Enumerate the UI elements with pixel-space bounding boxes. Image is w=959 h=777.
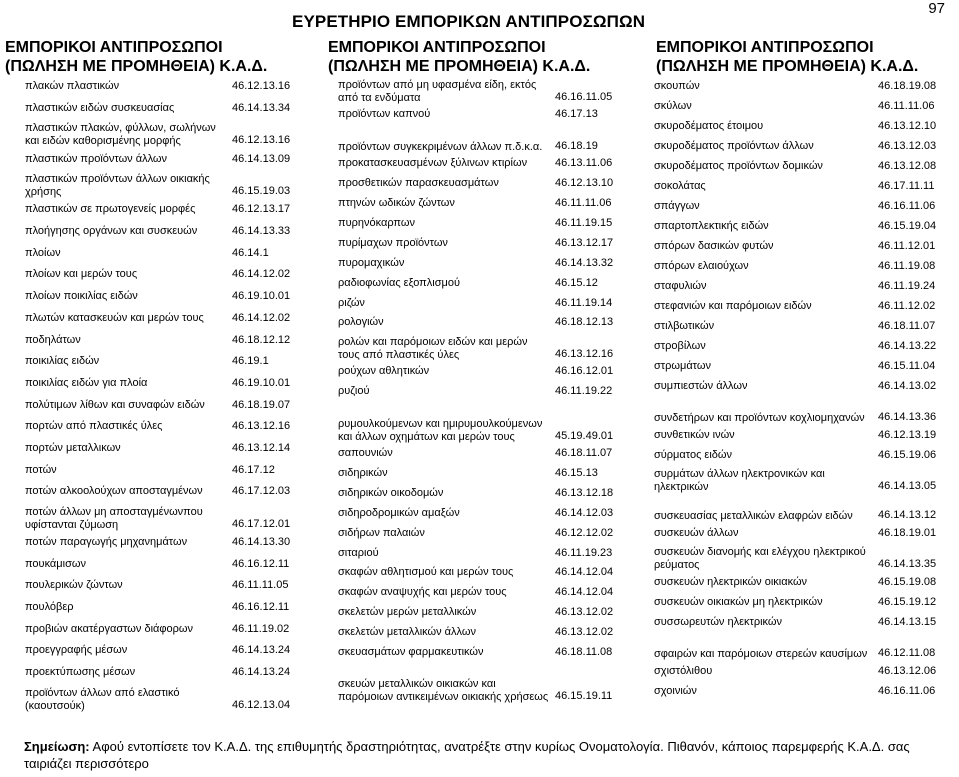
- entry-name: προϊόντων καπνού: [338, 108, 431, 121]
- index-entry: [338, 194, 625, 214]
- index-entry: [25, 98, 300, 120]
- entry-name: συσκευών άλλων: [654, 526, 739, 539]
- entry-code: 46.14.12.03: [555, 506, 614, 519]
- entry-name: στρωμάτων: [654, 359, 711, 372]
- entry-code: 46.14.13.32: [555, 256, 614, 269]
- index-entry: [654, 543, 952, 572]
- page-number: 97: [928, 0, 945, 17]
- index-entry: [25, 264, 300, 286]
- index-entry: [654, 316, 952, 336]
- entry-code: 46.14.13.33: [232, 225, 291, 238]
- column-header-line2: (ΠΩΛΗΣΗ ΜΕ ΠΡΟΜΗΘΕΙΑ) Κ.Α.Δ.: [656, 58, 919, 75]
- entry-name: σκουπών: [654, 79, 700, 92]
- index-entry: [25, 532, 300, 554]
- entry-name: ρυζιού: [338, 385, 370, 398]
- entry-name: σκυροδέματος προϊόντων δομικών: [654, 159, 823, 172]
- entry-name: πλοίων: [25, 246, 61, 259]
- column-header-2: [328, 38, 590, 76]
- entry-name: προεκτύπωσης μέσων: [25, 666, 136, 679]
- index-entry: [654, 592, 952, 612]
- entry-name: ρολών και παρόμοιων ειδών και μερών τους από πλαστικές ύλες: [338, 335, 528, 361]
- footnote-label: Σημείωση:: [24, 739, 90, 754]
- index-entry: [654, 196, 952, 216]
- entry-code: 46.13.12.16: [232, 420, 291, 433]
- entry-name: ριζών: [338, 296, 365, 309]
- index-entry: [25, 119, 300, 148]
- entry-code: 46.14.13.05: [878, 480, 937, 492]
- entry-name: πορτών μεταλλικων: [25, 441, 121, 454]
- entry-code: 46.14.13.09: [232, 152, 291, 165]
- entry-code: 46.14.13.35: [878, 558, 937, 570]
- entry-name: σχιστόλιθου: [654, 664, 713, 677]
- index-entry: [338, 293, 625, 313]
- entry-code: 46.14.13.22: [878, 339, 937, 352]
- entry-code: 46.19.10.01: [232, 290, 291, 303]
- entry-name: ρολογιών: [338, 316, 384, 329]
- entry-code: 46.11.19.24: [878, 279, 936, 292]
- entry-name: συνδετήρων και προϊόντων κοχλιομηχανών: [654, 412, 865, 424]
- entry-name: στεφανιών και παρόμοιων ειδών: [654, 299, 812, 312]
- entry-code: 46.13.12.18: [555, 486, 614, 499]
- index-entry: [654, 376, 952, 396]
- entry-name: σαπουνιών: [338, 447, 393, 460]
- entry-code: 46.16.12.11: [232, 601, 290, 614]
- entry-name: πλαστικών σε πρωτογενείς μορφές: [25, 203, 196, 216]
- entry-code: 46.17.11.11: [878, 179, 935, 192]
- entry-code: 46.12.13.04: [232, 698, 291, 711]
- entry-code: 46.12.13.16: [232, 134, 291, 147]
- entry-code: 46.18.11.07: [555, 447, 613, 460]
- entry-code: 45.19.49.01: [555, 429, 614, 442]
- entry-code: 46.12.13.16: [232, 80, 291, 93]
- entry-name: πλαστικών προϊόντων άλλων: [25, 152, 168, 165]
- index-entry: [25, 459, 300, 481]
- index-entry: [654, 76, 952, 96]
- entry-name: πουκάμισων: [25, 557, 86, 570]
- entry-name: σιδήρων παλαιών: [338, 526, 425, 539]
- index-entry: [338, 464, 625, 484]
- entry-name: σιταριού: [338, 546, 379, 559]
- footnote-text: Αφού εντοπίσετε τον Κ.Α.Δ. της επιθυμητής δραστηριότητας, ανατρέξτε στην κυρίως Ονοματολογία. Πιθανόν, κάποιος παρεμφερής Κ.Α.Δ. σας ταιριάζει περισσότερο: [24, 739, 910, 771]
- entry-name: πορτών από πλαστικές ύλες: [25, 420, 163, 433]
- index-title: ΕΥΡΕΤΗΡΙΟ ΕΜΠΟΡΙΚΩΝ ΑΝΤΙΠΡΟΣΩΠΩΝ: [292, 12, 646, 31]
- entry-code: 46.17.13: [555, 108, 598, 121]
- column-header-line1: ΕΜΠΟΡΙΚΟΙ ΑΝΤΙΠΡΟΣΩΠΟΙ: [328, 39, 546, 56]
- index-entry: [654, 523, 952, 543]
- entry-name: προσθετικών παρασκευασμάτων: [338, 177, 499, 190]
- entry-code: 46.17.12: [232, 463, 275, 476]
- entry-code: 46.16.11.06: [878, 684, 936, 697]
- entry-name: πυρηνόκαρπων: [338, 217, 415, 229]
- entry-name: πτηνών ωδικών ζώντων: [338, 197, 455, 210]
- entry-name: σιδηροδρομικών αμαξών: [338, 506, 460, 519]
- entry-code: 46.12.13.17: [232, 203, 291, 216]
- entry-name: ρούχων αθλητικών: [338, 365, 430, 378]
- entry-name: σπάγγων: [654, 199, 700, 212]
- entry-code: 46.11.19.08: [878, 259, 936, 272]
- index-entry: [654, 681, 952, 701]
- entry-name: σκελετών μερών μεταλλικών: [338, 606, 477, 619]
- entry-name: σκευών μεταλλικών οικιακών και παρόμοιων αντικειμένων οικιακής χρήσεως: [338, 678, 549, 704]
- entry-code: 46.12.13.10: [555, 177, 614, 190]
- entry-code: 46.14.13.34: [232, 102, 291, 115]
- entry-name: συνθετικών ινών: [654, 428, 735, 441]
- index-entry: [654, 336, 952, 356]
- entry-column-2: [338, 76, 631, 704]
- index-entry: [338, 444, 625, 464]
- index-entry: [338, 233, 625, 253]
- entry-code: 46.17.12.03: [232, 485, 291, 498]
- entry-name: προϊόντων άλλων από ελαστικό (καουτσούκ): [25, 686, 180, 712]
- index-entry: [654, 176, 952, 196]
- index-entry: [25, 481, 300, 503]
- entry-name: πολύτιμων λίθων και συναφών ειδών: [25, 398, 205, 411]
- entry-code: 46.15.11.04: [878, 359, 936, 372]
- entry-column-3: [654, 76, 954, 701]
- entry-code: 46.14.13.36: [878, 411, 937, 423]
- entry-name: σχοινιών: [654, 684, 697, 697]
- index-entry: [338, 382, 625, 402]
- entry-name: σκυροδέματος έτοιμου: [654, 119, 764, 132]
- entry-name: προβιών ακατέργαστων διάφορων: [25, 622, 193, 635]
- entry-name: στροβίλων: [654, 339, 706, 352]
- entry-code: 46.11.19.22: [555, 385, 613, 398]
- entry-code: 46.14.12.04: [555, 586, 614, 599]
- entry-code: 46.14.13.24: [232, 666, 291, 679]
- index-entry: [25, 76, 300, 98]
- index-entry: [338, 125, 625, 154]
- entry-name: συσκευών οικιακών μη ηλεκτρικών: [654, 595, 823, 608]
- entry-column-1: [25, 76, 325, 713]
- entry-name: προϊόντων συγκεκριμένων άλλων π.δ.κ.α.: [338, 140, 543, 153]
- entry-code: 46.15.19.08: [878, 575, 937, 588]
- entry-code: 46.18.19.07: [232, 398, 291, 411]
- index-entry: [654, 572, 952, 592]
- index-entry: [338, 483, 625, 503]
- entry-code: 46.13.12.06: [878, 664, 937, 677]
- entry-name: σιδηρικών: [338, 467, 388, 480]
- entry-name: πλοίων και μερών τους: [25, 268, 138, 281]
- entry-name: στιλβωτικών: [654, 319, 715, 332]
- entry-code: 46.11.12.02: [878, 299, 936, 312]
- index-entry: [338, 105, 625, 125]
- index-entry: [338, 402, 625, 444]
- index-entry: [25, 329, 300, 351]
- column-header-1: [5, 38, 267, 76]
- index-entry: [25, 575, 300, 597]
- entry-name: πλωτών κατασκευών και μερών τους: [25, 311, 204, 324]
- entry-code: 46.11.19.23: [555, 546, 613, 559]
- index-entry: [338, 563, 625, 583]
- entry-name: ποτών αλκοολούχων αποσταγμένων: [25, 485, 203, 498]
- index-entry: [338, 503, 625, 523]
- index-entry: [338, 543, 625, 563]
- entry-code: 46.12.12.02: [555, 526, 614, 539]
- index-entry: [338, 313, 625, 333]
- index-entry: [338, 662, 625, 704]
- entry-name: σκύλων: [654, 99, 692, 112]
- entry-name: σπόρων ελαιούχων: [654, 259, 749, 272]
- entry-code: 46.13.12.02: [555, 606, 614, 619]
- entry-name: προϊόντων από μη υφασμένα είδη, εκτός από τα ενδύματα: [338, 79, 537, 104]
- entry-name: ραδιοφωνίας εξοπλισμού: [338, 276, 460, 289]
- footnote: [24, 738, 934, 772]
- index-entry: [654, 116, 952, 136]
- entry-code: 46.16.11.05: [555, 91, 613, 103]
- entry-code: 46.18.19: [555, 139, 598, 152]
- index-entry: [654, 156, 952, 176]
- index-entry: [25, 221, 300, 243]
- index-entry: [654, 296, 952, 316]
- index-entry: [25, 199, 300, 221]
- index-entry: [25, 242, 300, 264]
- entry-code: 46.18.11.07: [878, 319, 936, 332]
- entry-code: 46.15.19.06: [878, 448, 937, 461]
- entry-name: πυρίμαχων προϊόντων: [338, 236, 448, 249]
- entry-name: ποικιλίας ειδών: [25, 355, 100, 368]
- entry-code: 46.16.12.01: [555, 365, 614, 378]
- entry-code: 46.13.12.16: [555, 347, 614, 360]
- entry-name: πλαστικών ειδών συσκευασίας: [25, 102, 175, 115]
- index-entry: [25, 553, 300, 575]
- entry-code: 46.14.13.30: [232, 536, 291, 549]
- entry-code: 46.13.12.17: [555, 236, 614, 249]
- entry-code: 46.14.12.04: [555, 566, 614, 579]
- index-entry: [25, 597, 300, 619]
- index-entry: [25, 438, 300, 460]
- entry-code: 46.14.12.02: [232, 268, 291, 281]
- index-entry: [654, 256, 952, 276]
- entry-name: ποτών: [25, 463, 57, 476]
- index-entry: [654, 425, 952, 445]
- entry-code: 46.16.12.11: [232, 557, 290, 570]
- column-header-line1: ΕΜΠΟΡΙΚΟΙ ΑΝΤΙΠΡΟΣΩΠΟΙ: [656, 39, 874, 56]
- index-entry: [338, 643, 625, 663]
- index-entry: [654, 494, 952, 523]
- entry-code: 46.13.12.08: [878, 159, 937, 172]
- entry-name: ποτών παραγωγής μηχανημάτων: [25, 536, 188, 549]
- index-entry: [654, 445, 952, 465]
- entry-name: συσκευασίας μεταλλικών ελαφρών ειδών: [654, 510, 853, 522]
- column-header-line2: (ΠΩΛΗΣΗ ΜΕ ΠΡΟΜΗΘΕΙΑ) Κ.Α.Δ.: [328, 58, 591, 75]
- index-entry: [654, 396, 952, 425]
- index-entry: [654, 276, 952, 296]
- entry-name: πλακών πλαστικών: [25, 80, 120, 93]
- index-entry: [654, 96, 952, 116]
- index-entry: [25, 503, 300, 532]
- entry-code: 46.14.12.02: [232, 311, 291, 324]
- entry-code: 46.12.11.08: [878, 647, 936, 659]
- entry-code: 46.15.19.04: [878, 219, 937, 232]
- index-entry: [25, 170, 300, 199]
- entry-name: πλοίων ποικιλίας ειδών: [25, 290, 138, 303]
- entry-name: σκυροδέματος προϊόντων άλλων: [654, 139, 814, 152]
- entry-code: 46.14.13.15: [878, 615, 937, 628]
- entry-name: συμπιεστών άλλων: [654, 379, 748, 392]
- entry-name: πλαστικών πλακών, φύλλων, σωλήνων και ειδών καθορισμένης μορφής: [25, 122, 216, 148]
- column-header-line1: ΕΜΠΟΡΙΚΟΙ ΑΝΤΙΠΡΟΣΩΠΟΙ: [5, 39, 223, 56]
- index-entry: [654, 465, 952, 494]
- entry-name: πλαστικών προϊόντων άλλων οικιακής χρήσης: [25, 173, 210, 199]
- entry-name: ρυμουλκούμενων και ημιρυμουλκούμενων και άλλων οχημάτων και μερών τους: [338, 417, 543, 443]
- entry-name: σκευασμάτων φαρμακευτικών: [338, 646, 484, 659]
- index-entry: [25, 684, 300, 713]
- entry-name: πουλερικών ζώντων: [25, 579, 123, 592]
- column-header-3: [656, 38, 918, 76]
- index-entry: [25, 640, 300, 662]
- entry-code: 46.18.12.13: [555, 316, 614, 329]
- entry-name: προεγγραφής μέσων: [25, 644, 128, 657]
- entry-name: σφαιρών και παρόμοιων στερεών καυσίμων: [654, 648, 868, 660]
- entry-name: ποτών άλλων μη αποσταγμένωνπου υφίστανται ζύμωση: [25, 505, 203, 531]
- index-entry: [25, 618, 300, 640]
- index-entry: [338, 214, 625, 234]
- index-entry: [25, 286, 300, 308]
- index-entry: [25, 416, 300, 438]
- entry-code: 46.11.11.06: [555, 197, 612, 210]
- entry-name: σκελετών μεταλλικών άλλων: [338, 626, 476, 639]
- entry-code: 46.11.12.01: [878, 239, 936, 252]
- index-entry: [338, 583, 625, 603]
- entry-code: 46.15.19.12: [878, 595, 937, 608]
- entry-code: 46.18.19.08: [878, 79, 937, 92]
- entry-name: πυρομαχικών: [338, 256, 405, 269]
- entry-code: 46.11.19.02: [232, 622, 290, 635]
- index-entry: [654, 356, 952, 376]
- index-entry: [654, 612, 952, 632]
- entry-code: 46.11.19.14: [555, 296, 613, 309]
- entry-name: σύρματος ειδών: [654, 448, 732, 461]
- index-entry: [338, 333, 625, 362]
- entry-name: σταφυλιών: [654, 279, 707, 292]
- entry-name: σκαφών αθλητισμού και μερών τους: [338, 566, 514, 579]
- entry-code: 46.18.19.01: [878, 526, 937, 539]
- index-entry: [338, 76, 625, 105]
- column-header-line2: (ΠΩΛΗΣΗ ΜΕ ΠΡΟΜΗΘΕΙΑ) Κ.Α.Δ.: [5, 58, 268, 75]
- index-entry: [338, 523, 625, 543]
- entry-code: 46.13.11.06: [555, 157, 613, 170]
- index-entry: [338, 174, 625, 194]
- entry-code: 46.15.19.03: [232, 185, 291, 198]
- entry-code: 46.12.13.19: [878, 428, 937, 441]
- entry-code: 46.17.12.01: [232, 517, 291, 530]
- index-entry: [338, 362, 625, 382]
- entry-name: προκατασκευασμένων ξύλινων κτιρίων: [338, 157, 528, 170]
- entry-name: σπαρτοπλεκτικής ειδών: [654, 219, 769, 232]
- entry-code: 46.13.12.03: [878, 139, 937, 152]
- entry-name: σκαφών αναψυχής και μερών τους: [338, 586, 507, 599]
- entry-name: συσσωρευτών ηλεκτρικών: [654, 615, 783, 628]
- entry-name: πλοήγησης οργάνων και συσκευών: [25, 225, 198, 238]
- entry-code: 46.15.12: [555, 276, 598, 289]
- entry-name: συσκευών διανομής και ελέγχου ηλεκτρικού ρεύματος: [654, 546, 866, 571]
- entry-code: 46.18.11.08: [555, 646, 613, 659]
- index-entry: [25, 662, 300, 684]
- index-entry: [25, 351, 300, 373]
- entry-name: συρμάτων άλλων ηλεκτρονικών και ηλεκτρικών: [654, 468, 825, 493]
- entry-code: 46.13.12.10: [878, 119, 937, 132]
- entry-code: 46.19.10.01: [232, 376, 291, 389]
- entry-name: πουλόβερ: [25, 601, 74, 614]
- entry-code: 46.15.13: [555, 467, 598, 480]
- index-entry: [654, 136, 952, 156]
- index-entry: [25, 373, 300, 395]
- entry-code: 46.14.13.12: [878, 509, 937, 521]
- index-entry: [25, 394, 300, 416]
- entry-code: 46.14.13.24: [232, 644, 291, 657]
- entry-code: 46.13.12.14: [232, 441, 291, 454]
- index-entry: [25, 148, 300, 170]
- index-entry: [338, 154, 625, 174]
- entry-code: 46.11.11.05: [232, 579, 289, 592]
- entry-code: 46.14.13.02: [878, 379, 937, 392]
- index-entry: [654, 632, 952, 661]
- entry-code: 46.19.1: [232, 355, 269, 368]
- entry-name: συσκευών ηλεκτρικών οικιακών: [654, 575, 808, 588]
- index-entry: [654, 236, 952, 256]
- entry-code: 46.14.1: [232, 246, 269, 259]
- entry-name: σιδηρικών οικοδομών: [338, 486, 444, 499]
- entry-name: ποδηλάτων: [25, 333, 81, 346]
- entry-code: 46.15.19.11: [555, 690, 613, 703]
- index-entry: [654, 661, 952, 681]
- entry-name: ποικιλίας ειδών για πλοία: [25, 376, 148, 389]
- entry-name: σπόρων δασικών φυτών: [654, 239, 774, 252]
- entry-code: 46.13.12.02: [555, 626, 614, 639]
- index-entry: [338, 623, 625, 643]
- entry-code: 46.11.11.06: [878, 99, 935, 112]
- entry-code: 46.11.19.15: [555, 217, 613, 229]
- index-entry: [338, 273, 625, 293]
- index-entry: [338, 253, 625, 273]
- entry-code: 46.16.11.06: [878, 199, 936, 212]
- entry-code: 46.18.12.12: [232, 333, 291, 346]
- index-entry: [654, 216, 952, 236]
- index-entry: [338, 603, 625, 623]
- entry-name: σοκολάτας: [654, 179, 706, 192]
- index-entry: [25, 308, 300, 330]
